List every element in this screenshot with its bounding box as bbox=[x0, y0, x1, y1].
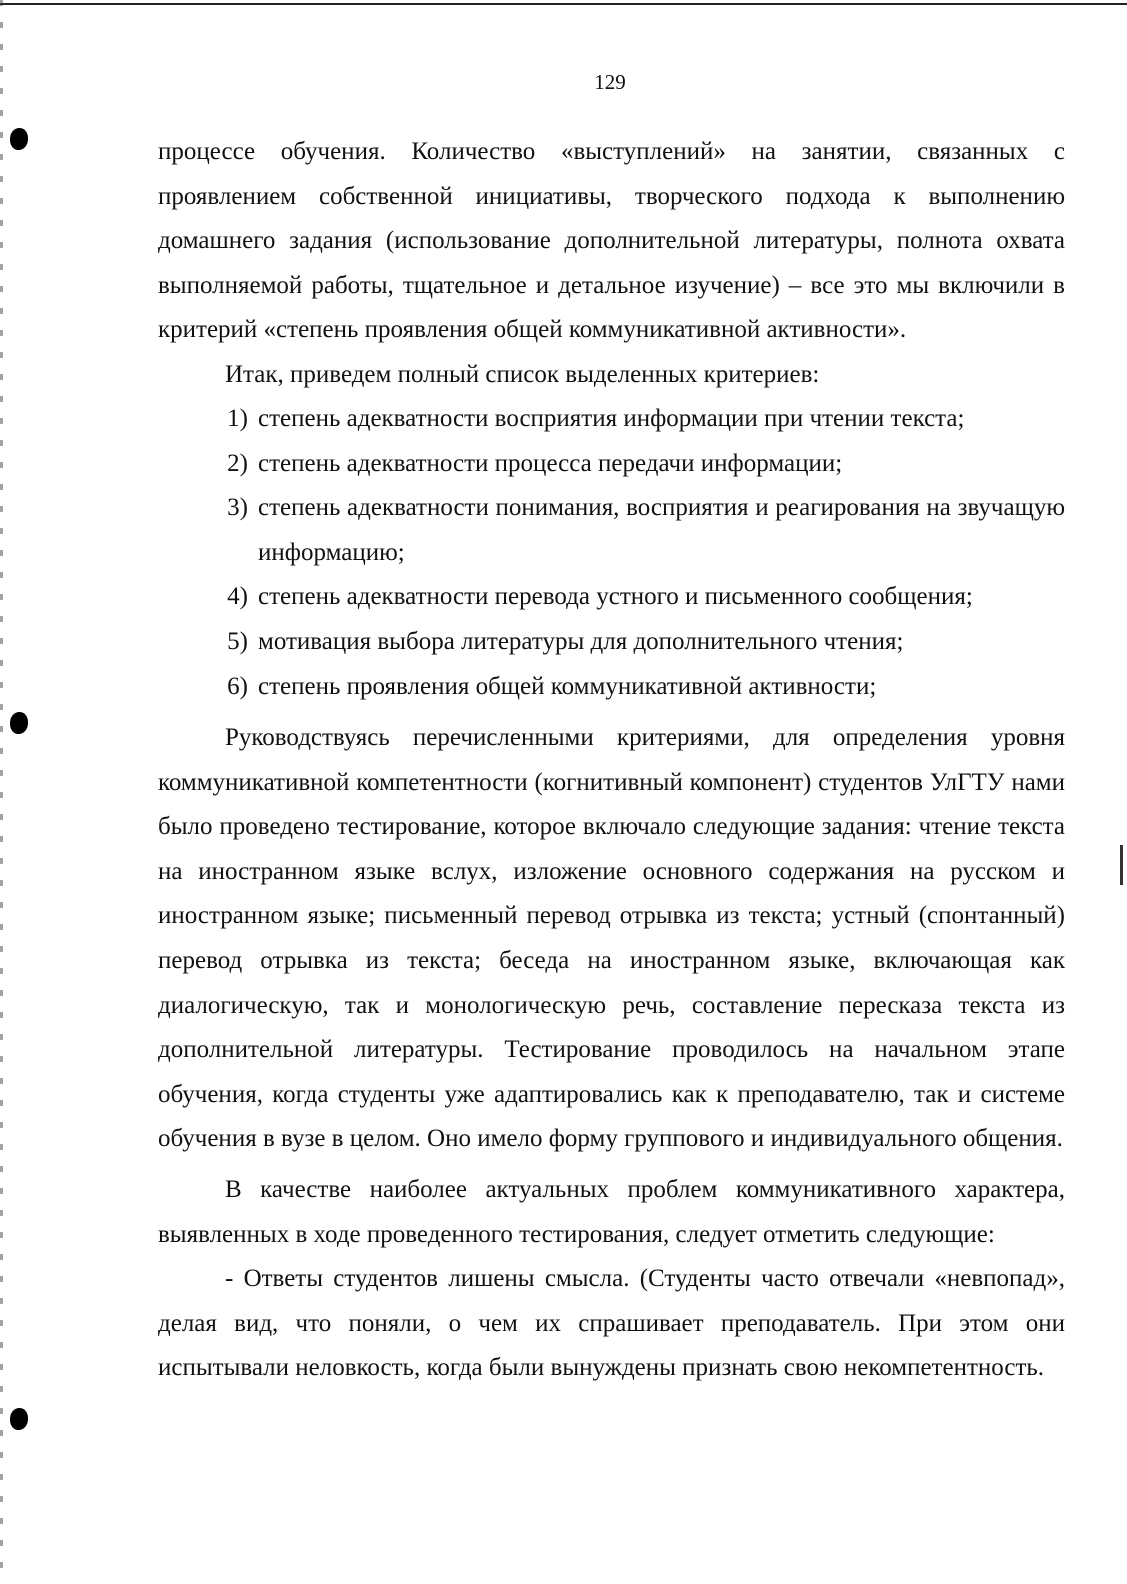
problems-paragraph: В качестве наиболее актуальных проблем коммуникативного характера, выявленных в ходе проведенного тестирования, следует отметить следующие: bbox=[158, 1175, 1065, 1248]
list-item bbox=[158, 486, 1065, 575]
list-item-text: степень адекватности понимания, восприятия и реагирования на звучащую информацию; bbox=[258, 494, 1065, 566]
list-item-text: степень адекватности процесса передачи информации; bbox=[258, 449, 843, 477]
list-item bbox=[158, 575, 1065, 620]
list-item bbox=[158, 620, 1065, 665]
list-item-text: степень проявления общей коммуникативной активности; bbox=[258, 672, 877, 700]
list-item bbox=[158, 397, 1065, 442]
list-item bbox=[158, 442, 1065, 487]
testing-paragraph: Руководствуясь перечисленными критериями, для определения уровня коммуникативной компетентности (когнитивный компонент) студентов УлГТУ нами было проведено тестирование, которое включало следующие задания: чтение текста на иностранном языке вслух, изложение основного содержания на русском и иностранном языке; письменный перевод отрывка из текста; устный (спонтанный) перевод отрывка из текста; беседа на иностранном языке, включающая как диалогическую, так и монологическую речь, составление пересказа текста из дополнительной литературы. Тестирование проводилось на начальном этапе обучения, когда студенты уже адаптировались как к преподавателю, так и системе обучения в вузе в целом. Оно имело форму группового и индивидуального общения. bbox=[158, 724, 1065, 1153]
list-item-number: 5) bbox=[227, 627, 248, 655]
intro-paragraph: процессе обучения. Количество «выступлений» на занятии, связанных с проявлением собственной инициативы, творческого подхода к выполнению домашнего задания (использование дополнительной литературы, полнота охвата выполняемой работы, тщательное и детальное изучение) – все это мы включили в критерий «степень проявления общей коммуникативной активности». bbox=[158, 138, 1065, 344]
scan-left-edge bbox=[0, 0, 3, 1584]
binding-hole-mark bbox=[10, 712, 28, 734]
list-item-text: степень адекватности восприятия информации при чтении текста; bbox=[258, 405, 965, 432]
intro-paragraph-block bbox=[158, 130, 1065, 398]
list-item-number: 4) bbox=[227, 583, 248, 611]
scan-speck bbox=[1120, 845, 1123, 885]
list-item-text: мотивация выбора литературы для дополнительного чтения; bbox=[258, 627, 904, 655]
list-item-number: 2) bbox=[227, 449, 248, 477]
page-number: 129 bbox=[594, 70, 626, 94]
list-item-number: 1) bbox=[227, 405, 248, 432]
scan-top-border bbox=[0, 3, 1127, 5]
problem-item: - Ответы студентов лишены смысла. (Студенты часто отвечали «невпопад», делая вид, что поняли, о чем их спрашивает преподаватель. При этом они испытывали неловкость, когда были вынуждены признать свою некомпетентность. bbox=[158, 1265, 1065, 1382]
criteria-list bbox=[158, 397, 1065, 709]
body-text-block bbox=[158, 716, 1065, 1391]
list-item-text: степень адекватности перевода устного и письменного сообщения; bbox=[258, 583, 973, 611]
list-item-number: 6) bbox=[227, 672, 248, 700]
list-intro: Итак, приведем полный список выделенных критериев: bbox=[225, 360, 820, 388]
binding-hole-mark bbox=[10, 1408, 28, 1430]
binding-hole-mark bbox=[10, 128, 28, 150]
list-item bbox=[158, 665, 1065, 710]
list-item-number: 3) bbox=[227, 494, 248, 522]
